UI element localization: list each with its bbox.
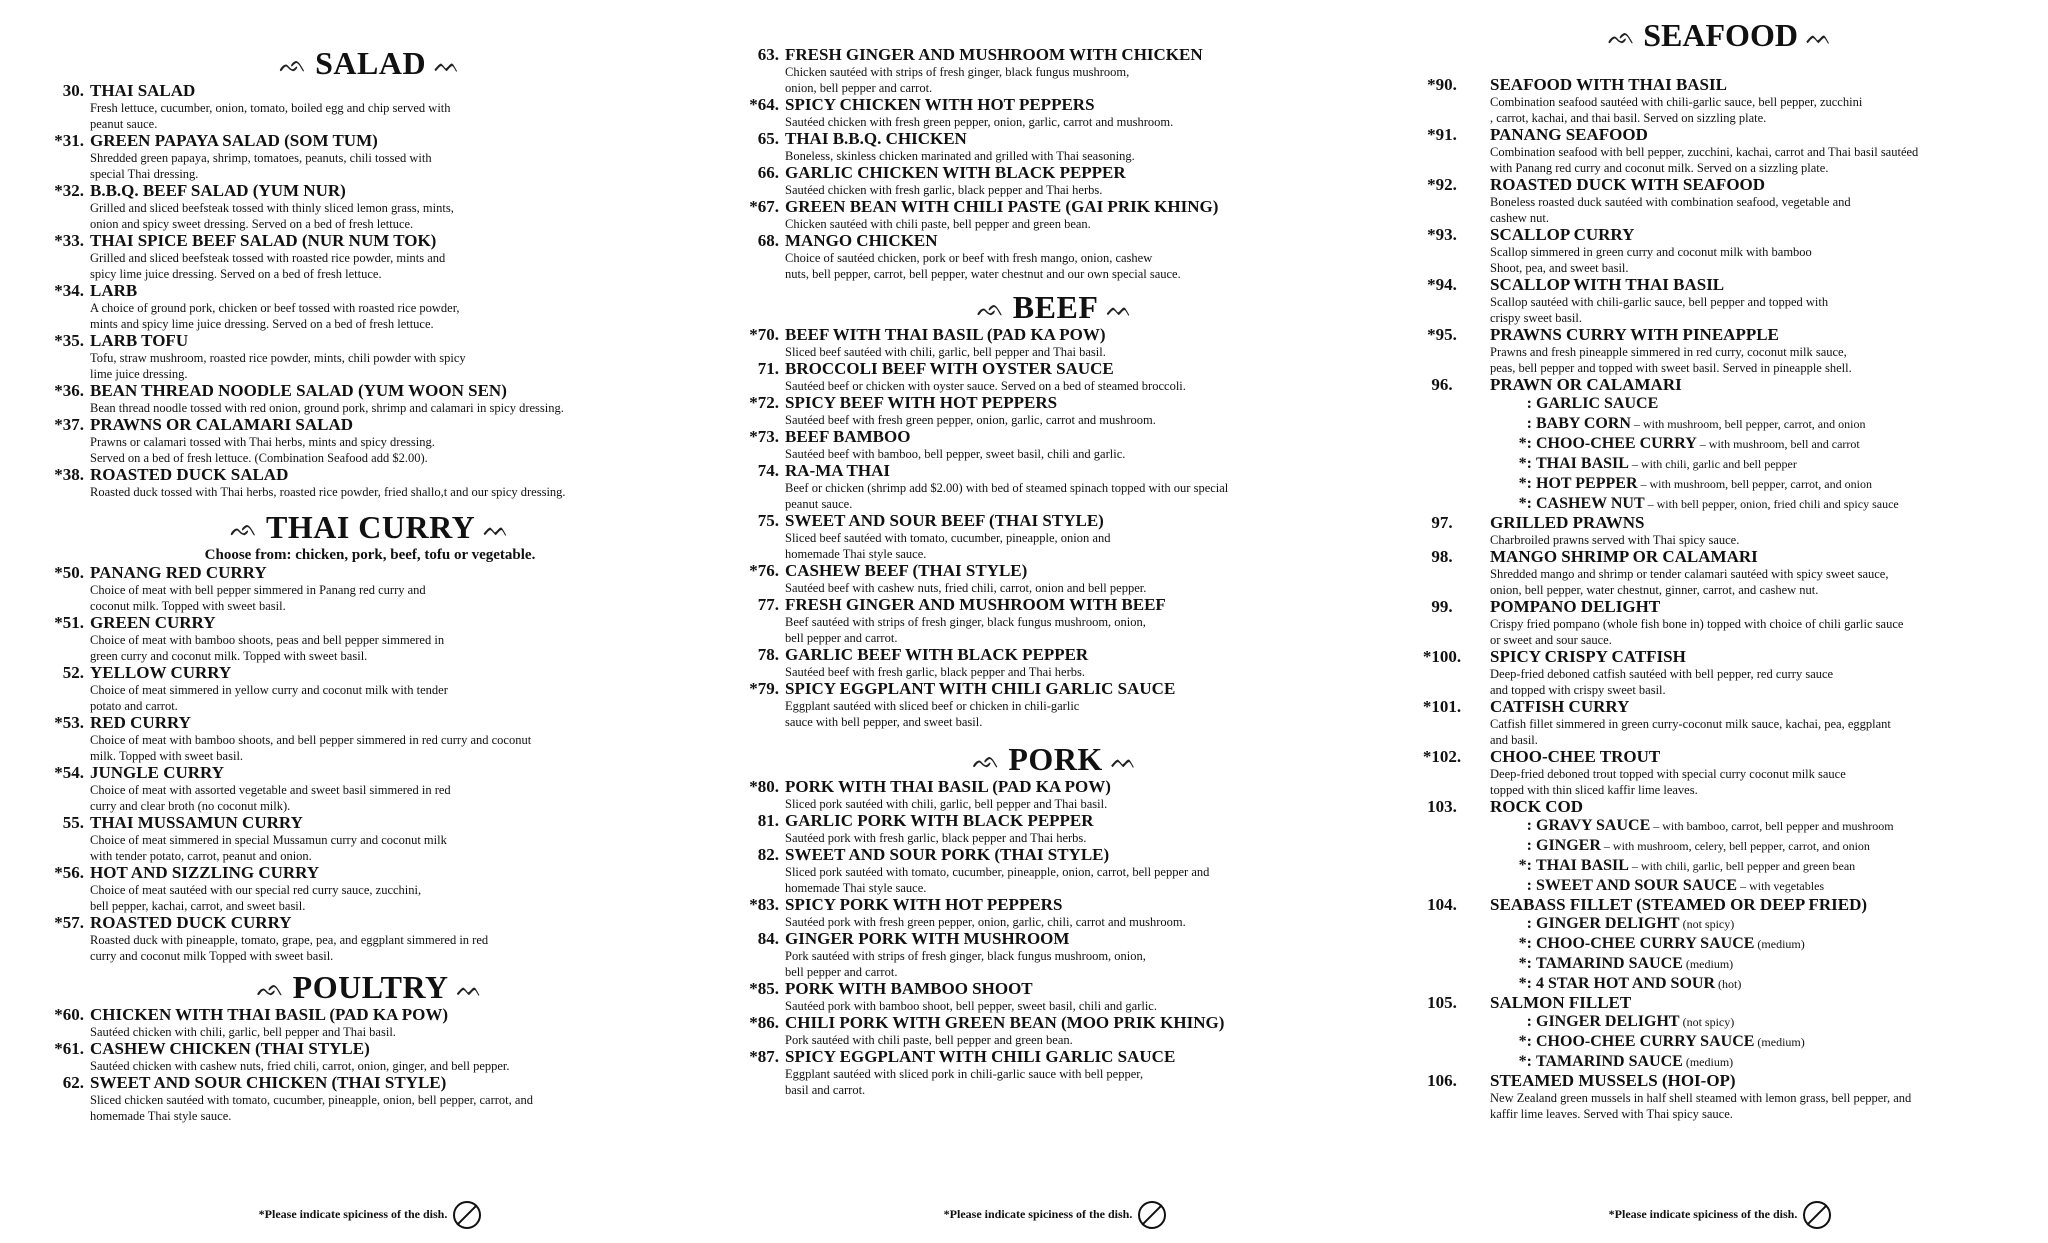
item-number: *61.	[54, 1039, 84, 1058]
item-description: Sautéed beef with cashew nuts, fried chili, carrot, onion and bell pepper.	[785, 581, 1147, 595]
item-number: 78.	[757, 645, 779, 664]
menu-item	[50, 466, 690, 500]
item-name: GARLIC BEEF WITH BLACK PEPPER	[785, 645, 1089, 664]
poultry-list	[50, 1006, 690, 1124]
menu-item	[745, 512, 1365, 562]
seafood-list-b	[1420, 514, 2020, 798]
sauce-options-96	[1420, 394, 2020, 514]
item-name: HOT AND SIZZLING CURRY	[90, 863, 320, 882]
item-number: *87.	[749, 1047, 779, 1066]
menu-item	[745, 846, 1365, 896]
item-name: SPICY EGGPLANT WITH CHILI GARLIC SAUCE	[785, 679, 1176, 698]
item-number: *51.	[54, 613, 84, 632]
item-number: *79.	[749, 679, 779, 698]
item-description: Sautéed chicken with fresh green pepper, onion, garlic, carrot and mushroom.	[785, 115, 1174, 129]
poultry-list-continued	[745, 46, 1365, 282]
item-description: Sautéed chicken with fresh garlic, black pepper and Thai herbs.	[785, 183, 1103, 197]
item-name: LARB TOFU	[90, 331, 189, 350]
spiciness-footer: *Please indicate spiciness of the dish.	[1420, 1199, 2020, 1229]
item-description: Grilled and sliced beefsteak tossed with thinly sliced lemon grass, mints, onion and spicy sweet dressing. Served on a bed of fresh lettuce.	[90, 201, 454, 231]
menu-item	[745, 896, 1365, 930]
menu-column-2	[745, 0, 1365, 1243]
ornament-right-icon: ᨓ	[483, 516, 510, 541]
item-name: GRILLED PRAWNS	[1490, 513, 1645, 532]
item-description: Shredded green papaya, shrimp, tomatoes, peanuts, chili tossed with special Thai dressing.	[90, 151, 432, 181]
sauce-options-105	[1420, 1012, 2020, 1072]
sauce-option: : GARLIC SAUCE	[1526, 395, 1659, 412]
item-number: *70.	[749, 325, 779, 344]
item-number: *53.	[54, 713, 84, 732]
menu-item	[745, 680, 1365, 730]
ornament-right-icon: ᨓ	[1110, 748, 1138, 773]
menu-item	[1420, 648, 2020, 698]
item-number: *91.	[1427, 125, 1457, 144]
item-name: SCALLOP CURRY	[1490, 225, 1635, 244]
item-number: *73.	[749, 427, 779, 446]
item-number: *94.	[1427, 275, 1457, 294]
sauce-option: : SWEET AND SOUR SAUCE – with vegetables	[1526, 877, 1825, 894]
item-name: B.B.Q. BEEF SALAD (YUM NUR)	[90, 181, 346, 200]
item-number: *35.	[54, 331, 84, 350]
menu-item	[745, 130, 1365, 164]
item-description: Choice of meat with bell pepper simmered in Panang red curry and coconut milk. Topped with sweet basil.	[90, 583, 426, 613]
item-number: *100.	[1422, 647, 1462, 666]
ornament-left-icon: ᨒ	[230, 516, 258, 541]
item-description: Deep-fried deboned catfish sautéed with bell pepper, red curry sauce and topped with crispy sweet basil.	[1490, 667, 1834, 697]
item-description: Choice of meat with assorted vegetable and sweet basil simmered in red curry and clear broth (no coconut milk).	[90, 783, 451, 813]
item-number: *56.	[54, 863, 84, 882]
menu-item	[50, 914, 690, 964]
item-name: MANGO CHICKEN	[785, 231, 938, 250]
sauce-option: *: CHOO-CHEE CURRY SAUCE (medium)	[1518, 935, 1805, 952]
menu-item	[50, 332, 690, 382]
item-description: Pork sautéed with chili paste, bell pepper and green bean.	[785, 1033, 1073, 1047]
item-name: THAI SALAD	[90, 81, 196, 100]
menu-item	[50, 382, 690, 416]
menu-item	[50, 82, 690, 132]
item-description: Sautéed chicken with chili, garlic, bell pepper and Thai basil.	[90, 1025, 396, 1039]
item-name: BROCCOLI BEEF WITH OYSTER SAUCE	[785, 359, 1114, 378]
item-number: *85.	[749, 979, 779, 998]
ornament-left-icon: ᨒ	[256, 976, 285, 1001]
sauce-option: : BABY CORN – with mushroom, bell pepper, carrot, and onion	[1526, 415, 1866, 432]
item-description: Sliced pork sautéed with tomato, cucumber, pineapple, onion, carrot, bell pepper and homemade Thai style sauce.	[785, 865, 1210, 895]
item-description: Sliced beef sautéed with chili, garlic, bell pepper and Thai basil.	[785, 345, 1106, 359]
pork-section-title: ᨒ PORK ᨓ	[745, 742, 1365, 778]
menu-item	[50, 814, 690, 864]
item-description: Deep-fried deboned trout topped with special curry coconut milk sauce topped with thin sliced kaffir lime leaves.	[1490, 767, 1846, 797]
item-name: CHICKEN WITH THAI BASIL (PAD KA POW)	[90, 1005, 449, 1024]
item-number: 62.	[62, 1073, 84, 1092]
item-description: Prawns and fresh pineapple simmered in red curry, coconut milk sauce, peas, bell pepper and topped with sweet basil. Served in pineapple shell.	[1490, 345, 1852, 375]
item-number: *38.	[54, 465, 84, 484]
sauce-option: *: HOT PEPPER – with mushroom, bell pepper, carrot, and onion	[1518, 475, 1872, 492]
thai-curry-section-title: ᨒ THAI CURRY ᨓ	[50, 510, 690, 546]
item-name: LARB	[90, 281, 138, 300]
item-name: SWEET AND SOUR PORK (THAI STYLE)	[785, 845, 1110, 864]
item-name: CHOO-CHEE TROUT	[1490, 747, 1661, 766]
item-number: *93.	[1427, 225, 1457, 244]
ornament-right-icon: ᨓ	[1805, 24, 1833, 49]
item-number: *64.	[749, 95, 779, 114]
menu-item-desc-cut: Combination seafood sautéed with chili-garlic sauce, bell pepper, zucchini , carrot, kachai, and thai basil. Served on sizzling plate.	[1490, 95, 1863, 125]
item-number: *31.	[54, 131, 84, 150]
item-description: Pork sautéed with strips of fresh ginger, black fungus mushroom, onion, bell pepper and carrot.	[785, 949, 1146, 979]
item-number: 98.	[1431, 547, 1453, 566]
menu-item	[745, 428, 1365, 462]
item-name: ROASTED DUCK SALAD	[90, 465, 289, 484]
item-name: YELLOW CURRY	[90, 663, 232, 682]
item-description: Roasted duck tossed with Thai herbs, roasted rice powder, fried shallo,t and our spicy dressing.	[90, 485, 566, 499]
spiciness-footer: *Please indicate spiciness of the dish.	[745, 1199, 1365, 1229]
item-description: Sautéed beef with fresh garlic, black pepper and Thai herbs.	[785, 665, 1085, 679]
item-description: Scallop simmered in green curry and coconut milk with bamboo Shoot, pea, and sweet basil.	[1490, 245, 1812, 275]
item-name: PORK WITH THAI BASIL (PAD KA POW)	[785, 777, 1111, 796]
item-number: *76.	[749, 561, 779, 580]
menu-item	[745, 198, 1365, 232]
item-number: 55.	[62, 813, 84, 832]
menu-item	[745, 562, 1365, 596]
item-number: 81.	[757, 811, 779, 830]
item-description: Choice of meat with bamboo shoots, peas and bell pepper simmered in green curry and coconut milk. Topped with sweet basil.	[90, 633, 445, 663]
item-number: 99.	[1431, 597, 1453, 616]
menu-item	[1420, 276, 2020, 326]
item-name: GREEN PAPAYA SALAD (SOM TUM)	[90, 131, 378, 150]
salad-list	[50, 82, 690, 500]
ornament-left-icon: ᨒ	[976, 296, 1005, 321]
item-name: CASHEW BEEF (THAI STYLE)	[785, 561, 1028, 580]
item-description: A choice of ground pork, chicken or beef tossed with roasted rice powder, mints and spicy lime juice dressing. Served on a bed of fresh lettuce.	[90, 301, 460, 331]
sauce-option: *: CHOO-CHEE CURRY SAUCE (medium)	[1518, 1033, 1805, 1050]
menu-item	[50, 1006, 690, 1040]
menu-item: 96. PRAWN OR CALAMARI	[1431, 375, 1682, 394]
item-description: Choice of sautéed chicken, pork or beef with fresh mango, onion, cashew nuts, bell pepper, carrot, bell pepper, water chestnut and our own special sauce.	[785, 251, 1181, 281]
item-number: 97.	[1431, 513, 1453, 532]
item-description: Catfish fillet simmered in green curry-coconut milk sauce, kachai, pea, eggplant and basil.	[1490, 717, 1891, 747]
menu-item	[745, 46, 1365, 96]
item-number: 68.	[757, 231, 779, 250]
item-name: SPICY CHICKEN WITH HOT PEPPERS	[785, 95, 1095, 114]
item-number: *67.	[749, 197, 779, 216]
item-number: *36.	[54, 381, 84, 400]
menu-item	[745, 232, 1365, 282]
menu-item	[50, 182, 690, 232]
item-number: *80.	[749, 777, 779, 796]
item-number: *102.	[1422, 747, 1462, 766]
sauce-option: : GINGER DELIGHT (not spicy)	[1526, 1013, 1735, 1030]
no-spicy-icon	[1803, 1201, 1831, 1229]
sauce-option: : GINGER – with mushroom, celery, bell pepper, carrot, and onion	[1526, 837, 1870, 854]
item-name: PRAWNS OR CALAMARI SALAD	[90, 415, 354, 434]
item-name: ROASTED DUCK WITH SEAFOOD	[1490, 175, 1766, 194]
sauce-options-104	[1420, 914, 2020, 994]
menu-item	[745, 1014, 1365, 1048]
item-description: Charbroiled prawns served with Thai spicy sauce.	[1490, 533, 1740, 547]
menu-item	[50, 1040, 690, 1074]
menu-item	[745, 164, 1365, 198]
sauce-option: *: THAI BASIL – with chili, garlic, bell pepper and green bean	[1518, 857, 1856, 874]
item-number: *60.	[54, 1005, 84, 1024]
sauce-option: *: THAI BASIL – with chili, garlic and bell pepper	[1518, 455, 1797, 472]
item-description: Beef sautéed with strips of fresh ginger, black fungus mushroom, onion, bell pepper and carrot.	[785, 615, 1146, 645]
item-description: Combination seafood with bell pepper, zucchini, kachai, carrot and Thai basil sautéed with Panang red curry and coconut milk. Served on a sizzling plate.	[1490, 145, 1919, 175]
menu-item: 104. SEABASS FILLET (STEAMED OR DEEP FRIED)	[1427, 895, 1868, 914]
item-description: Shredded mango and shrimp or tender calamari sautéed with spicy sweet sauce, onion, bell pepper, water chestnut, ginner, carrot, and cashew nut.	[1490, 567, 1889, 597]
menu-item	[50, 864, 690, 914]
menu-column-3	[1420, 0, 2020, 1243]
item-name: BEEF BAMBOO	[785, 427, 911, 446]
sauce-option: *: TAMARIND SAUCE (medium)	[1518, 955, 1734, 972]
menu-column-1	[50, 0, 690, 1243]
item-name: THAI SPICE BEEF SALAD (NUR NUM TOK)	[90, 231, 437, 250]
item-description: Grilled and sliced beefsteak tossed with roasted rice powder, mints and spicy lime juice dressing. Served on a bed of fresh lettuce.	[90, 251, 446, 281]
menu-item	[50, 764, 690, 814]
item-description: Bean thread noodle tossed with red onion, ground pork, shrimp and calamari in spicy dressing.	[90, 401, 564, 415]
item-description: Boneless roasted duck sautéed with combination seafood, vegetable and cashew nut.	[1490, 195, 1851, 225]
menu-item: 105. SALMON FILLET	[1427, 993, 1632, 1012]
curry-list	[50, 564, 690, 964]
item-name: PORK WITH BAMBOO SHOOT	[785, 979, 1033, 998]
menu-item	[745, 778, 1365, 812]
item-number: 75.	[757, 511, 779, 530]
item-number: *32.	[54, 181, 84, 200]
menu-item	[50, 614, 690, 664]
sauce-option: *: TAMARIND SAUCE (medium)	[1518, 1053, 1734, 1070]
item-description: Sliced beef sautéed with tomato, cucumber, pineapple, onion and homemade Thai style sauce.	[785, 531, 1111, 561]
menu-item	[1420, 598, 2020, 648]
item-number: *50.	[54, 563, 84, 582]
ornament-left-icon: ᨒ	[972, 748, 1001, 773]
menu-item	[745, 596, 1365, 646]
item-number: 82.	[757, 845, 779, 864]
item-number: *57.	[54, 913, 84, 932]
item-number: *33.	[54, 231, 84, 250]
item-name: PANANG RED CURRY	[90, 563, 267, 582]
item-number: 71.	[757, 359, 779, 378]
sauce-option: *: 4 STAR HOT AND SOUR (hot)	[1518, 975, 1742, 992]
item-name: GARLIC CHICKEN WITH BLACK PEPPER	[785, 163, 1126, 182]
item-description: Crispy fried pompano (whole fish bone in) topped with choice of chili garlic sauce or sweet and sour sauce.	[1490, 617, 1904, 647]
item-description: Choice of meat with bamboo shoots, and bell pepper simmered in red curry and coconut milk. Topped with sweet basil.	[90, 733, 532, 763]
item-description: Choice of meat simmered in yellow curry and coconut milk with tender potato and carrot.	[90, 683, 448, 713]
ornament-right-icon: ᨓ	[1106, 296, 1134, 321]
poultry-section-title: ᨒ POULTRY ᨓ	[50, 970, 690, 1006]
item-description: Scallop sautéed with chili-garlic sauce, bell pepper and topped with crispy sweet basil.	[1490, 295, 1829, 325]
item-description: Tofu, straw mushroom, roasted rice powder, mints, chili powder with spicy lime juice dressing.	[90, 351, 466, 381]
item-number: *34.	[54, 281, 84, 300]
menu-item	[50, 282, 690, 332]
item-name: GREEN BEAN WITH CHILI PASTE (GAI PRIK KHING)	[785, 197, 1219, 216]
item-name: CHILI PORK WITH GREEN BEAN (MOO PRIK KHING)	[785, 1013, 1225, 1032]
menu-item	[50, 714, 690, 764]
item-name: MANGO SHRIMP OR CALAMARI	[1490, 547, 1758, 566]
menu-item	[745, 394, 1365, 428]
menu-item	[1420, 126, 2020, 176]
item-description: Beef or chicken (shrimp add $2.00) with bed of steamed spinach topped with our special peanut sauce.	[785, 481, 1229, 511]
item-description: Sautéed pork with bamboo shoot, bell pepper, sweet basil, chili and garlic.	[785, 999, 1157, 1013]
item-description: Sautéed beef or chicken with oyster sauce. Served on a bed of steamed broccoli.	[785, 379, 1186, 393]
spiciness-footer: *Please indicate spiciness of the dish.	[50, 1199, 690, 1229]
item-name: SWEET AND SOUR BEEF (THAI STYLE)	[785, 511, 1104, 530]
item-number: *37.	[54, 415, 84, 434]
item-name: SPICY EGGPLANT WITH CHILI GARLIC SAUCE	[785, 1047, 1176, 1066]
item-description: Sautéed beef with bamboo, bell pepper, sweet basil, chili and garlic.	[785, 447, 1126, 461]
menu-item	[50, 1074, 690, 1124]
menu-item	[745, 812, 1365, 846]
item-description: Sautéed chicken with cashew nuts, fried chili, carrot, onion, ginger, and bell pepper.	[90, 1059, 510, 1073]
item-name: SPICY CRISPY CATFISH	[1490, 647, 1686, 666]
sauce-option: *: CASHEW NUT – with bell pepper, onion, fried chili and spicy sauce	[1518, 495, 1899, 512]
salad-section-title: ᨒ SALAD ᨓ	[50, 46, 690, 82]
sauce-option: *: CHOO-CHEE CURRY – with mushroom, bell and carrot	[1518, 435, 1860, 452]
pork-list	[745, 778, 1365, 1098]
ornament-left-icon: ᨒ	[279, 52, 308, 77]
seafood-list-a	[1420, 126, 2020, 376]
item-name: CASHEW CHICKEN (THAI STYLE)	[90, 1039, 370, 1058]
item-number: 84.	[757, 929, 779, 948]
item-name: SPICY PORK WITH HOT PEPPERS	[785, 895, 1063, 914]
item-description: Sliced chicken sautéed with tomato, cucumber, pineapple, onion, bell pepper, carrot, and homemade Thai style sauce.	[90, 1093, 533, 1123]
menu-item	[50, 132, 690, 182]
ornament-left-icon: ᨒ	[1607, 24, 1636, 49]
item-number: 77.	[757, 595, 779, 614]
item-number: *72.	[749, 393, 779, 412]
menu-item	[1420, 326, 2020, 376]
item-name: SPICY BEEF WITH HOT PEPPERS	[785, 393, 1058, 412]
item-number: 74.	[757, 461, 779, 480]
menu-item	[50, 564, 690, 614]
menu-item: 106. STEAMED MUSSELS (HOI-OP) New Zealand green mussels in half shell steamed with lemon grass, bell pepper, and kaffir lime leaves. Served with Thai spicy sauce.	[1427, 1071, 1912, 1121]
menu-item	[745, 646, 1365, 680]
item-description: Sautéed beef with fresh green pepper, onion, garlic, carrot and mushroom.	[785, 413, 1156, 427]
item-description: Choice of meat simmered in special Mussamun curry and coconut milk with tender potato, carrot, peanut and onion.	[90, 833, 447, 863]
beef-section-title: ᨒ BEEF ᨓ	[745, 290, 1365, 326]
item-description: Prawns or calamari tossed with Thai herbs, mints and spicy dressing. Served on a bed of fresh lettuce. (Combination Seafood add $2.00).	[90, 435, 435, 465]
item-name: PANANG SEAFOOD	[1490, 125, 1648, 144]
item-number: 65.	[757, 129, 779, 148]
item-number: *92.	[1427, 175, 1457, 194]
menu-item	[1420, 548, 2020, 598]
item-name: FRESH GINGER AND MUSHROOM WITH BEEF	[785, 595, 1166, 614]
item-description: Boneless, skinless chicken marinated and grilled with Thai seasoning.	[785, 149, 1135, 163]
item-name: CATFISH CURRY	[1490, 697, 1630, 716]
no-spicy-icon	[1138, 1201, 1166, 1229]
menu-item	[50, 664, 690, 714]
menu-item	[745, 980, 1365, 1014]
item-number: *86.	[749, 1013, 779, 1032]
item-name: THAI B.B.Q. CHICKEN	[785, 129, 967, 148]
item-name: BEAN THREAD NOODLE SALAD (YUM WOON SEN)	[90, 381, 507, 400]
item-description: Choice of meat sautéed with our special red curry sauce, zucchini, bell pepper, kachai, carrot, and sweet basil.	[90, 883, 422, 913]
menu-item-cut: *90. SEAFOOD WITH THAI BASIL	[1427, 75, 1727, 94]
item-name: JUNGLE CURRY	[90, 763, 224, 782]
item-number: *54.	[54, 763, 84, 782]
item-description: Eggplant sautéed with sliced beef or chicken in chili-garlic sauce with bell pepper, and sweet basil.	[785, 699, 1080, 729]
no-spicy-icon	[453, 1201, 481, 1229]
item-description: Sautéed pork with fresh green pepper, onion, garlic, chili, carrot and mushroom.	[785, 915, 1186, 929]
seafood-section-title: ᨒ SEAFOOD ᨓ	[1420, 48, 2020, 70]
ornament-right-icon: ᨓ	[434, 52, 461, 77]
item-description: Sliced pork sautéed with chili, garlic, bell pepper and Thai basil.	[785, 797, 1108, 811]
menu-item	[745, 462, 1365, 512]
menu-item	[50, 232, 690, 282]
menu-item	[1420, 176, 2020, 226]
beef-list	[745, 326, 1365, 730]
sauce-options-103	[1420, 816, 2020, 896]
item-name: RED CURRY	[90, 713, 191, 732]
menu-item	[745, 96, 1365, 130]
item-name: GINGER PORK WITH MUSHROOM	[785, 929, 1070, 948]
menu-item	[745, 360, 1365, 394]
item-number: 30.	[62, 81, 84, 100]
item-description: Chicken sautéed with chili paste, bell pepper and green bean.	[785, 217, 1091, 231]
item-name: FRESH GINGER AND MUSHROOM WITH CHICKEN	[785, 45, 1203, 64]
item-name: ROASTED DUCK CURRY	[90, 913, 292, 932]
item-name: SWEET AND SOUR CHICKEN (THAI STYLE)	[90, 1073, 447, 1092]
menu-item	[745, 326, 1365, 360]
menu-item: 103. ROCK COD	[1427, 797, 1584, 816]
item-name: BEEF WITH THAI BASIL (PAD KA POW)	[785, 325, 1106, 344]
item-number: 63.	[757, 45, 779, 64]
item-description: Chicken sautéed with strips of fresh ginger, black fungus mushroom, onion, bell pepper and carrot.	[785, 65, 1130, 95]
item-description: Fresh lettuce, cucumber, onion, tomato, boiled egg and chip served with peanut sauce.	[90, 101, 451, 131]
item-number: 66.	[757, 163, 779, 182]
menu-item	[1420, 748, 2020, 798]
menu-item	[745, 1048, 1365, 1098]
ornament-right-icon: ᨓ	[456, 976, 484, 1001]
item-number: *95.	[1427, 325, 1457, 344]
curry-choice-note: Choose from: chicken, pork, beef, tofu or vegetable.	[204, 547, 536, 563]
sauce-option: : GINGER DELIGHT (not spicy)	[1526, 915, 1735, 932]
menu-item	[745, 930, 1365, 980]
item-number: *101.	[1422, 697, 1462, 716]
item-name: GARLIC PORK WITH BLACK PEPPER	[785, 811, 1094, 830]
item-name: POMPANO DELIGHT	[1490, 597, 1661, 616]
menu-item	[1420, 698, 2020, 748]
menu-item	[1420, 226, 2020, 276]
item-description: Sautéed pork with fresh garlic, black pepper and Thai herbs.	[785, 831, 1087, 845]
item-number: 52.	[62, 663, 84, 682]
item-description: Roasted duck with pineapple, tomato, grape, pea, and eggplant simmered in red curry and coconut milk Topped with sweet basil.	[90, 933, 489, 963]
menu-item	[50, 416, 690, 466]
item-name: SCALLOP WITH THAI BASIL	[1490, 275, 1725, 294]
item-number: *83.	[749, 895, 779, 914]
sauce-option: : GRAVY SAUCE – with bamboo, carrot, bell pepper and mushroom	[1526, 817, 1894, 834]
item-description: Eggplant sautéed with sliced pork in chili-garlic sauce with bell pepper, basil and carrot.	[785, 1067, 1144, 1097]
item-name: THAI MUSSAMUN CURRY	[90, 813, 303, 832]
item-name: GREEN CURRY	[90, 613, 216, 632]
item-name: RA-MA THAI	[785, 461, 890, 480]
item-name: PRAWNS CURRY WITH PINEAPPLE	[1490, 325, 1779, 344]
menu-item	[1420, 514, 2020, 548]
